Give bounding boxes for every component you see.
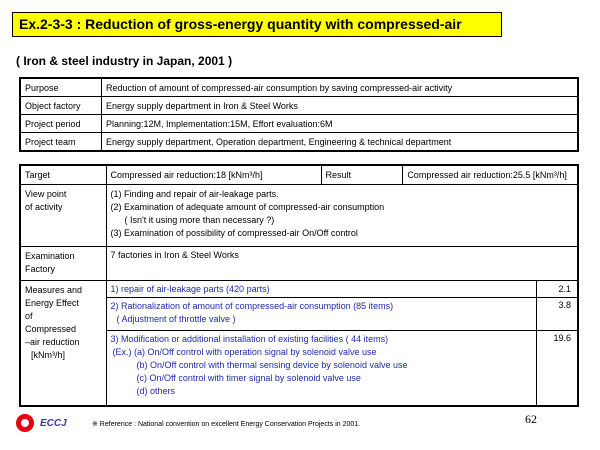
measures-label-line: [kNm³/h] [31, 350, 66, 360]
target-label: Target [20, 165, 106, 185]
measures-label-line: Energy Effect [25, 298, 79, 308]
measure-value-1: 2.1 [536, 281, 578, 298]
target-row [20, 165, 578, 185]
object-factory-label: Object factory [20, 97, 102, 115]
measures-label [20, 281, 106, 407]
measures-label-line: –air reduction [25, 337, 80, 347]
list-item: (3) Examination of possibility of compressed-air On/Off control [110, 228, 358, 238]
result-label: Result [321, 165, 403, 185]
slide-title: Ex.2-3-3 : Reduction of gross-energy quantity with compressed-air [12, 12, 502, 37]
table-row [20, 97, 578, 115]
list-item: (2) Examination of adequate amount of compressed-air consumption [110, 202, 385, 212]
table-row [20, 133, 578, 152]
examination-label [20, 247, 106, 281]
measure-text: (b) On/Off control with thermal sensing device by solenoid valve use [136, 360, 408, 370]
viewpoint-items [106, 185, 578, 247]
viewpoint-row [20, 185, 578, 247]
examination-label-line: Factory [25, 264, 56, 274]
eccj-logo-icon [16, 414, 34, 432]
project-team-value: Energy supply department, Operation department, Engineering & technical department [102, 133, 579, 152]
measure-text: (d) others [136, 386, 176, 396]
list-item: ( Isn't it using more than necessary ?) [124, 215, 275, 225]
measure-item-2 [106, 298, 536, 331]
measure-text: 1) repair of air-leakage parts (420 parts) [110, 283, 270, 294]
measure-row [20, 281, 578, 298]
examination-row [20, 247, 578, 281]
object-factory-value: Energy supply department in Iron & Steel Works [102, 97, 579, 115]
measure-value-2: 3.8 [536, 298, 578, 331]
project-info-table [19, 77, 579, 152]
viewpoint-label-line: of activity [25, 202, 63, 212]
page-number: 62 [525, 412, 537, 426]
measure-text: (Ex.) (a) On/Off control with operation signal by solenoid valve use [112, 347, 377, 357]
measure-text: ( Adjustment of throttle valve ) [116, 314, 236, 324]
examination-value: 7 factories in Iron & Steel Works [106, 247, 578, 281]
slide-subtitle: ( Iron & steel industry in Japan, 2001 ) [16, 54, 233, 68]
reference-note: ※ Reference : National convention on excellent Energy Conservation Projects in 2001. [92, 421, 361, 428]
list-item: (1) Finding and repair of air-leakage parts. [110, 189, 279, 199]
project-period-label: Project period [20, 115, 102, 133]
measure-text: 3) Modification or additional installation of existing facilities ( 44 items) [110, 334, 389, 344]
measures-label-line: Compressed [25, 324, 77, 334]
logo-text: ECCJ [40, 418, 67, 429]
measure-item-3 [106, 331, 536, 407]
measures-label-line: of [25, 311, 33, 321]
target-value: Compressed air reduction:18 [kNm³/h] [106, 165, 321, 185]
result-value: Compressed air reduction:25.5 [kNm³/h] [403, 165, 578, 185]
viewpoint-label-line: View point [25, 189, 67, 199]
measure-text: 2) Rationalization of amount of compressed-air consumption (85 items) [110, 301, 394, 311]
measure-item-1 [106, 281, 536, 298]
table-row [20, 115, 578, 133]
measure-text: (c) On/Off control with timer signal by solenoid valve use [136, 373, 361, 383]
project-period-value: Planning:12M, Implementation:15M, Effort evaluation:6M [102, 115, 579, 133]
project-team-label: Project team [20, 133, 102, 152]
measures-label-line: Measures and [25, 285, 83, 295]
activity-table [19, 164, 579, 407]
measure-value-3: 19.6 [536, 331, 578, 407]
table-row [20, 78, 578, 97]
examination-label-line: Examination [25, 251, 75, 261]
purpose-label: Purpose [20, 78, 102, 97]
purpose-value: Reduction of amount of compressed-air consumption by saving compressed-air activity [102, 78, 579, 97]
viewpoint-label [20, 185, 106, 247]
